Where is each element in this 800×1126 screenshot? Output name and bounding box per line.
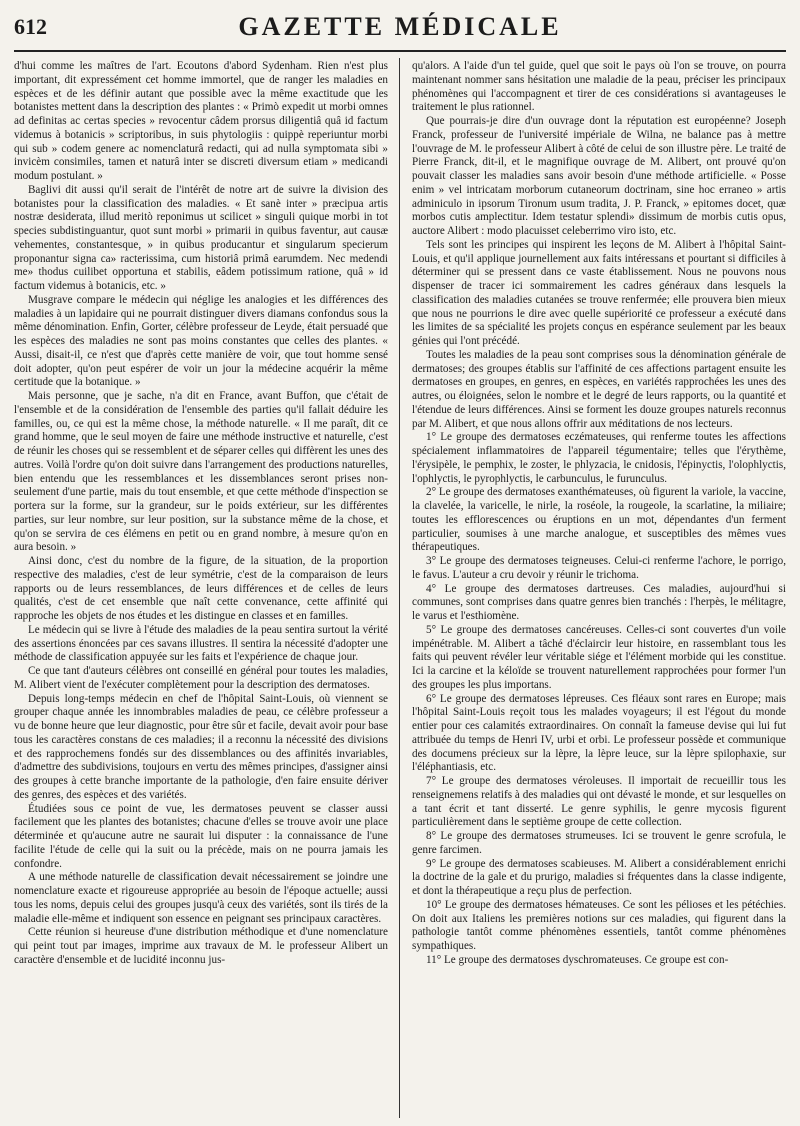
paragraph: Ainsi donc, c'est du nombre de la figure, de la situation, de la proportion respective des maladies, c'est de leur symétrie, c'est de la comparaison de leurs rapports ou de leurs ressemblances, de leurs différences et de celles de leurs qualités, c'est de cet ensemble que naît cette convenance, cette affinité qui rapproche les objets de nos études et les distingue en classes et en familles. (14, 555, 388, 622)
paragraph: 10° Le groupe des dermatoses hémateuses. Ce sont les pélioses et les pétéchies. On doit aux Italiens les premières notions sur ces maladies, qui figurent dans la pathologie tantôt comme phénomènes essentiels, tantôt comme phénomènes sympathiques. (412, 898, 786, 952)
paragraph: 2° Le groupe des dermatoses exanthémateuses, où figurent la variole, la vaccine, la clavelée, la varicelle, le nirle, la roséole, la rougeole, la scarlatine, la miliaire; toutes les efflorescences ou éruptions en un mot, dépendantes d'un ferment particulier, soumises à une marche analogue, et susceptibles des mêmes vues thérapeutiques. (412, 486, 786, 554)
right-column (412, 60, 786, 1118)
paragraph: 11° Le groupe des dermatoses dyschromateuses. Ce groupe est con- (426, 953, 729, 966)
paragraph: Étudiées sous ce point de vue, les dermatoses peuvent se classer aussi facilement que les plantes des botanistes; chacune d'elles se trouve avoir une place déterminée et qu'aucune autre ne saurait lui disputer : la connaissance de l'une facilite l'étude de celle qui la suit ou la précède, mais on ne pourra jamais les confondre. (14, 802, 388, 870)
paragraph: 4° Le groupe des dermatoses dartreuses. Ces maladies, aujourd'hui si communes, sont comprises dans quatre genres bien tranchés : l'herpès, le mélitagre, le varus et l'esthiomène. (412, 582, 786, 622)
paragraph: A une méthode naturelle de classification devait nécessairement se joindre une nomenclature exacte et rigoureuse appropriée au besoin de l'époque actuelle; aussi tous les noms, depuis celui des groupes jusqu'à ceux des variétés, sont ils tirés de la maladie elle-même et indiquent son essence en peignant ses principaux caractères. (14, 871, 388, 925)
paragraph: d'hui comme les maîtres de l'art. Ecoutons d'abord Sydenham. Rien n'est plus important, dit expressément cet homme immortel, que de ranger les maladies en espèces et de les définir autant que possible avec la même exactitude que les botanistes mettent dans la description des plantes : « Primò expedit ut morbi omnes ad definitas ac certas species » revocentur câdem prorsus diligentiâ quâ id factum videmus à botanicis » scriptoribus, in suis phytologiis : quippè reperiuntur morbi qui sub » codem genere ac nomenclaturâ redacti, qui ad nulla symptomata sibi » invicèm consimiles, tamen et naturâ inter se discreti diversum etiam » medicandi modum postulant. » (14, 60, 388, 182)
paragraph: Que pourrais-je dire d'un ouvrage dont la réputation est européenne? Joseph Franck, professeur de l'université impériale de Wilna, ne balance pas à mettre l'ouvrage de M. le professeur Alibert à côté de celui de son illustre père. Le traité de Pierre Franck, dit-il, et le magnifique ouvrage de M. Alibert, ont prouvé qu'on pouvait classer les maladies sans avoir besoin d'une méthode artificielle. « Posse enim » vel intricatam morborum cutaneorum doctrinam, sine hoc erraneo » artis adminiculo in ipsorum Tironum usum tradita, J. P. Franck, » epitomes docet, quæ morbos cutis amplectitur. Idem testatur splendi» dissimum de morbis cutis opus, auctore Alibert : modo placuisset celeberrimo viro isto, etc. (412, 115, 786, 237)
column-divider (399, 58, 400, 1118)
paragraph: Toutes les maladies de la peau sont comprises sous la dénomination générale de dermatoses; des groupes établis sur l'affinité de ces affections partagent ensuite les dermatoses en groupes, en genres, en espèces, en variétés rapprochées les unes des autres, ou éloignées, selon le nombre et le degré de leurs rapports, ou la quantité et l'étendue de leurs différences. Ainsi se forment les douze groupes naturels reconnus par M. Alibert, et que nous allons offrir aux méditations de nos lecteurs. (412, 348, 786, 430)
paragraph: Musgrave compare le médecin qui néglige les analogies et les différences des maladies à un lapidaire qui ne pourrait distinguer divers diamans confondus sous la même dénomination. Enfin, Gorter, célèbre professeur de Leyde, était persuadé que les espèces des maladies ne sont pas moins constantes que celles des plantes. « Aussi, disait-il, ce n'est que d'après cette manière de voir, que tout homme sensé doit adopter, qu'on peut espérer de voir un jour la médecine acquérir la même certitude que la botanique. » (14, 293, 388, 389)
journal-title: GAZETTE MÉDICALE (238, 12, 562, 41)
paragraph: 6° Le groupe des dermatoses lépreuses. Ces fléaux sont rares en Europe; mais l'hôpital Saint-Louis reçoit tous les malades voyageurs; il est l'égout du monde entier pour ces calamités extraordinaires. On connaît la fameuse devise qui lui fut attribuée du temps de Henri IV, urbi et orbi. Le professeur possède et communique des documens précieux sur la lèpre, la lèpre leuce, sur la lèpre spilophaxie, sur l'éléphantiasis, etc. (412, 692, 786, 774)
paragraph: 3° Le groupe des dermatoses teigneuses. Celui-ci renferme l'achore, le porrigo, le favus. L'auteur a cru devoir y réunir le trichoma. (412, 555, 786, 581)
header-rule (14, 50, 786, 52)
paragraph: Tels sont les principes qui inspirent les leçons de M. Alibert à l'hôpital Saint-Louis, et qu'il applique journellement aux faits intéressans et pourtant si difficiles à déterminer qui se pressent dans ce vaste établissement. Nous ne pouvons nous dispenser de tracer ici sommairement les cadres généraux dans lesquels la classification des maladies cutanées se trouve renfermée; elle prouvera bien mieux que nous ne pourrions le dire avec quelle supériorité ce professeur a exécuté dans les limites de sa spécialité les projets conçus en espérance seulement par les beaux génies qui l'ont précédé. (412, 238, 786, 347)
paragraph: qu'alors. A l'aide d'un tel guide, quel que soit le pays où l'on se trouve, on pourra maintenant nommer sans hésitation une maladie de la peau, préciser les principaux phénomènes qui l'accompagnent et tirer de ces considérations si avantageuses le traitement le plus rationnel. (412, 60, 786, 114)
paragraph: Cette réunion si heureuse d'une distribution méthodique et d'une nomenclature qui peint tout par images, imprime aux travaux de M. le professeur Alibert un caractère d'ensemble et de lucidité inconnu jus- (14, 926, 388, 966)
paragraph: 1° Le groupe des dermatoses eczémateuses, qui renferme toutes les affections spécialement inflammatoires de l'appareil tégumentaire; telles que l'érythème, l'érysipèle, le pemphix, le zoster, le phlyzacia, le cnidosis, l'épinyctis, l'olophlyctis, l'ophlyctis, le pyrophlyctis, le carbunculus, le furunculus. (412, 431, 786, 485)
paragraph: 7° Le groupe des dermatoses véroleuses. Il importait de recueillir tous les renseignemens relatifs à des maladies qui ont dévasté le monde, et sur lesquelles on a tant écrit et tant disserté. Le genre syphilis, le genre mycosis figurent particulièrement dans le septième groupe de cette collection. (412, 775, 786, 829)
paragraph: 8° Le groupe des dermatoses strumeuses. Ici se trouvent le genre scrofula, le genre farcimen. (412, 830, 786, 856)
paragraph: Le médecin qui se livre à l'étude des maladies de la peau sentira surtout la vérité des assertions énoncées par ces savans illustres. Il sentira la nécessité d'adopter une méthode de classification appuyée sur les faits et l'expérience de chaque jour. (14, 623, 388, 664)
left-column (14, 60, 388, 1118)
paragraph: Depuis long-temps médecin en chef de l'hôpital Saint-Louis, où viennent se grouper chaque année les innombrables maladies de peau, ce célèbre professeur a vu de bonne heure que leur diagnostic, pour être sûr et facile, devait avoir pour base tous les caractères constans de ces maladies; il a reconnu la nécessité des divisions et des rapprochemens fondés sur des dissemblances ou des affinités invariables, d'admettre des subdivisions, toujours en vertu des mêmes principes, d'assigner ainsi des groupes à cette branche importante de la pathologie, d'en faire ensuite dériver des genres, des espèces et des variétés. (14, 692, 388, 801)
paragraph: 5° Le groupe des dermatoses cancéreuses. Celles-ci sont couvertes d'un voile impénétrable. M. Alibert a tâché d'éclaircir leur histoire, en rassemblant tous les faits qui peuvent révéler leur véritable siége et l'élément morbide qui les constitue. Ici la carcine et la kéloïde se trouvent naturellement rapprochées pour former l'un des groupes les plus importans. (412, 623, 786, 691)
page-number: 612 (14, 14, 47, 39)
paragraph: Mais personne, que je sache, n'a dit en France, avant Buffon, que c'était de l'ensemble et de la considération de l'ensemble des parties qu'il fallait déduire les familles, ou, ce qui est la même chose, la méthode naturelle. « Il me paraît, dit ce grand homme, que le seul moyen de faire une méthode instructive et naturelle, c'est de réunir les choses qui se ressemblent et de séparer celles qui diffèrent les unes des autres. Voilà l'ordre qu'on doit suivre dans l'arrangement des productions naturelles, bien entendu que les ressemblances et les dissemblances seront prises non-seulement d'une partie, mais du tout ensemble, et que cette méthode d'inspection se portera sur la forme, sur la grandeur, sur le poids extérieur, sur les différentes parties, sur leur nombre, sur leur position, sur la substance même de la chose, et qu'on se servira de ces élémens en petit ou en grand nombre, à mesure qu'on en aura besoin. » (14, 390, 388, 554)
page-header (14, 10, 786, 48)
paragraph: Baglivi dit aussi qu'il serait de l'intérêt de notre art de suivre la division des botanistes pour la classification des maladies. « Et sanè inter » præcipua artis nostræ desiderata, illud meritò reponimus ut scilicet » singuli quique morbi in tot species subdistinguantur, quot sunt morbi » primarii in quibus faventur, aut causæ vehementes, constantesque, » in quibus producantur et singularum specierum proponantur signa ca» racterissima, cum historiâ primâ earumdem. Nec medendi me» thodus cuilibet opportuna et stabilis, eâdem potissimum ratione, quâ » id factum videmus à botanicis, etc. » (14, 183, 388, 292)
paragraph: 9° Le groupe des dermatoses scabieuses. M. Alibert a considérablement enrichi la doctrine de la gale et du prurigo, maladies si fréquentes dans la classe indigente, et dont la thérapeutique a reçu plus de perfection. (412, 857, 786, 897)
paragraph: Ce que tant d'auteurs célèbres ont conseillé en général pour toutes les maladies, M. Alibert vient de l'exécuter complètement pour la description des dermatoses. (14, 665, 388, 691)
